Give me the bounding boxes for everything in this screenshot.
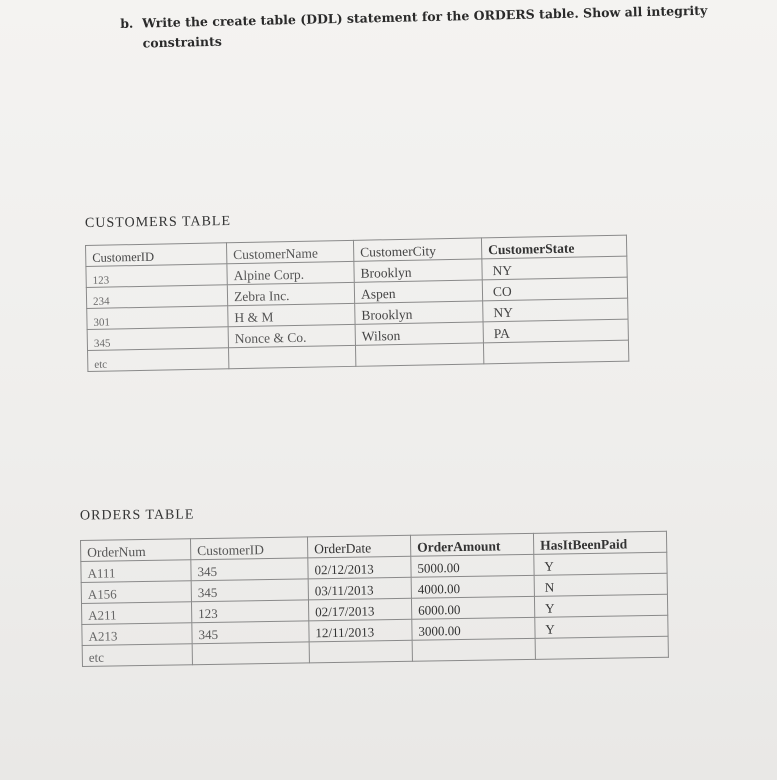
table-cell: 12/11/2013 bbox=[309, 619, 412, 642]
table-cell: 123 bbox=[191, 600, 308, 623]
orders-table-title: ORDERS TABLE bbox=[79, 507, 195, 524]
column-header: HasItBeenPaid bbox=[533, 531, 666, 554]
table-cell: Zebra Inc. bbox=[227, 282, 354, 305]
column-header: CustomerName bbox=[226, 240, 353, 263]
question-line-2: constraints bbox=[142, 33, 223, 51]
table-cell: 345 bbox=[192, 621, 309, 644]
table-cell: 4000.00 bbox=[411, 575, 534, 598]
table-cell: A156 bbox=[81, 581, 191, 604]
table-cell: Nonce & Co. bbox=[228, 324, 355, 347]
table-cell: Alpine Corp. bbox=[227, 261, 354, 284]
column-header: OrderNum bbox=[81, 539, 191, 562]
customers-table bbox=[85, 235, 629, 372]
table-cell: Y bbox=[534, 552, 667, 575]
table-cell: 6000.00 bbox=[411, 596, 534, 619]
table-cell: CO bbox=[482, 277, 627, 301]
table-cell: 3000.00 bbox=[412, 617, 535, 640]
question-line-1: Write the create table (DDL) statement for the ORDERS table. Show all integrity bbox=[142, 2, 708, 31]
table-cell: 123 bbox=[86, 264, 227, 288]
table-cell: Y bbox=[534, 594, 667, 617]
table-cell: PA bbox=[483, 319, 628, 343]
table-cell: 301 bbox=[87, 306, 228, 330]
table-cell: 345 bbox=[191, 579, 308, 602]
column-header: CustomerCity bbox=[353, 238, 481, 261]
column-header: OrderAmount bbox=[410, 533, 533, 556]
column-header: CustomerID bbox=[86, 243, 227, 267]
table-cell: Y bbox=[535, 615, 668, 638]
table-cell: N bbox=[534, 573, 667, 596]
table-cell: 02/12/2013 bbox=[308, 556, 411, 579]
table-cell: Brooklyn bbox=[355, 301, 483, 324]
table-cell bbox=[412, 638, 535, 661]
column-header: OrderDate bbox=[307, 535, 410, 558]
table-cell: etc bbox=[82, 644, 192, 667]
table-cell: NY bbox=[483, 298, 628, 322]
column-header: CustomerState bbox=[481, 235, 626, 259]
orders-table bbox=[80, 531, 669, 667]
table-cell bbox=[309, 640, 412, 663]
table-cell: A213 bbox=[82, 623, 192, 646]
table-cell: H & M bbox=[228, 303, 355, 326]
table-cell: A211 bbox=[81, 602, 191, 625]
question-number: b. bbox=[120, 15, 134, 31]
table-cell bbox=[228, 345, 355, 368]
table-cell bbox=[535, 636, 668, 659]
table-cell: 02/17/2013 bbox=[308, 598, 411, 621]
table-cell: Wilson bbox=[355, 322, 483, 345]
table-cell: A111 bbox=[81, 560, 191, 583]
table-cell: 234 bbox=[86, 285, 227, 309]
column-header: CustomerID bbox=[190, 537, 307, 560]
table-cell: 03/11/2013 bbox=[308, 577, 411, 600]
table-cell bbox=[355, 343, 483, 366]
table-cell: 5000.00 bbox=[411, 554, 534, 577]
customers-table-title: CUSTOMERS TABLE bbox=[84, 213, 232, 232]
table-cell: 345 bbox=[87, 327, 228, 351]
question-text bbox=[120, 0, 731, 54]
table-cell: Aspen bbox=[354, 280, 482, 303]
table-cell: 345 bbox=[191, 558, 308, 581]
table-cell bbox=[192, 642, 309, 665]
table-cell bbox=[483, 340, 628, 364]
table-cell: etc bbox=[88, 348, 229, 372]
table-cell: Brooklyn bbox=[354, 259, 482, 282]
table-cell: NY bbox=[482, 256, 627, 280]
